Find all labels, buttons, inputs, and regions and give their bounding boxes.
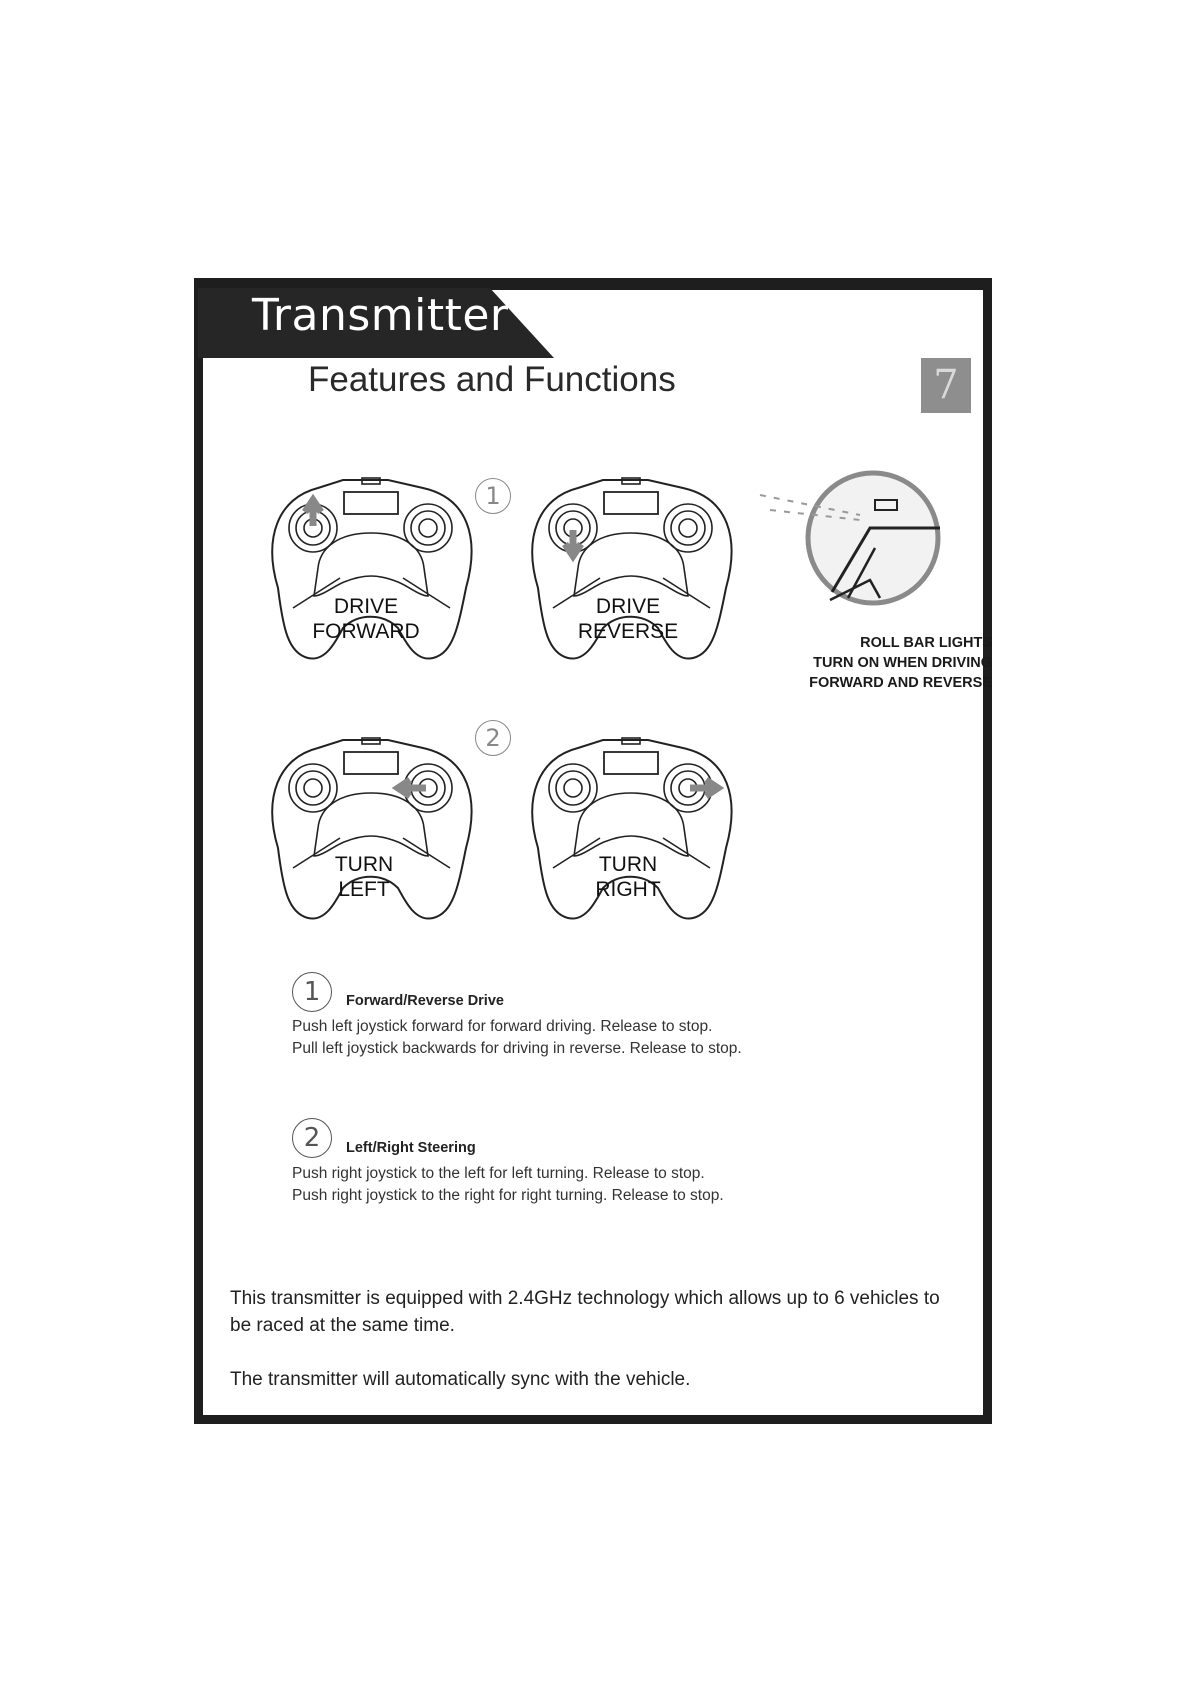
note-auto-sync: The transmitter will automatically sync with the vehicle.	[230, 1369, 691, 1390]
step-1-line-1: Push left joystick forward for forward driving. Release to stop.	[292, 1018, 713, 1035]
page-title: Transmitter	[252, 290, 509, 341]
step-2-number: 2	[292, 1118, 332, 1158]
turn-right-label: TURN RIGHT	[595, 853, 661, 901]
step-1-line-2: Pull left joystick backwards for driving in reverse. Release to stop.	[292, 1040, 742, 1057]
step-2-heading: Left/Right Steering	[346, 1140, 476, 1156]
drive-forward-label: DRIVE FORWARD	[312, 595, 420, 643]
step-1-number: 1	[292, 972, 332, 1012]
page-number-badge: 7	[921, 358, 971, 413]
diagram-step-2-marker: 2	[475, 720, 511, 756]
roll-bar-caption: ROLL BAR LIGHTS TURN ON WHEN DRIVING FORWARD AND REVERSE	[809, 635, 992, 691]
diagram-step-1-marker: 1	[475, 478, 511, 514]
step-2-line-2: Push right joystick to the right for right turning. Release to stop.	[292, 1187, 724, 1204]
drive-reverse-label: DRIVE REVERSE	[577, 595, 679, 643]
roll-bar-illustration	[760, 473, 940, 603]
step-1-heading: Forward/Reverse Drive	[346, 993, 504, 1009]
page-subtitle: Features and Functions	[308, 360, 676, 399]
step-2-line-1: Push right joystick to the left for left turning. Release to stop.	[292, 1165, 705, 1182]
note-2-4ghz: This transmitter is equipped with 2.4GHz technology which allows up to 6 vehicles to be raced at the same time.	[230, 1288, 940, 1336]
turn-left-label: TURN LEFT	[334, 853, 394, 901]
